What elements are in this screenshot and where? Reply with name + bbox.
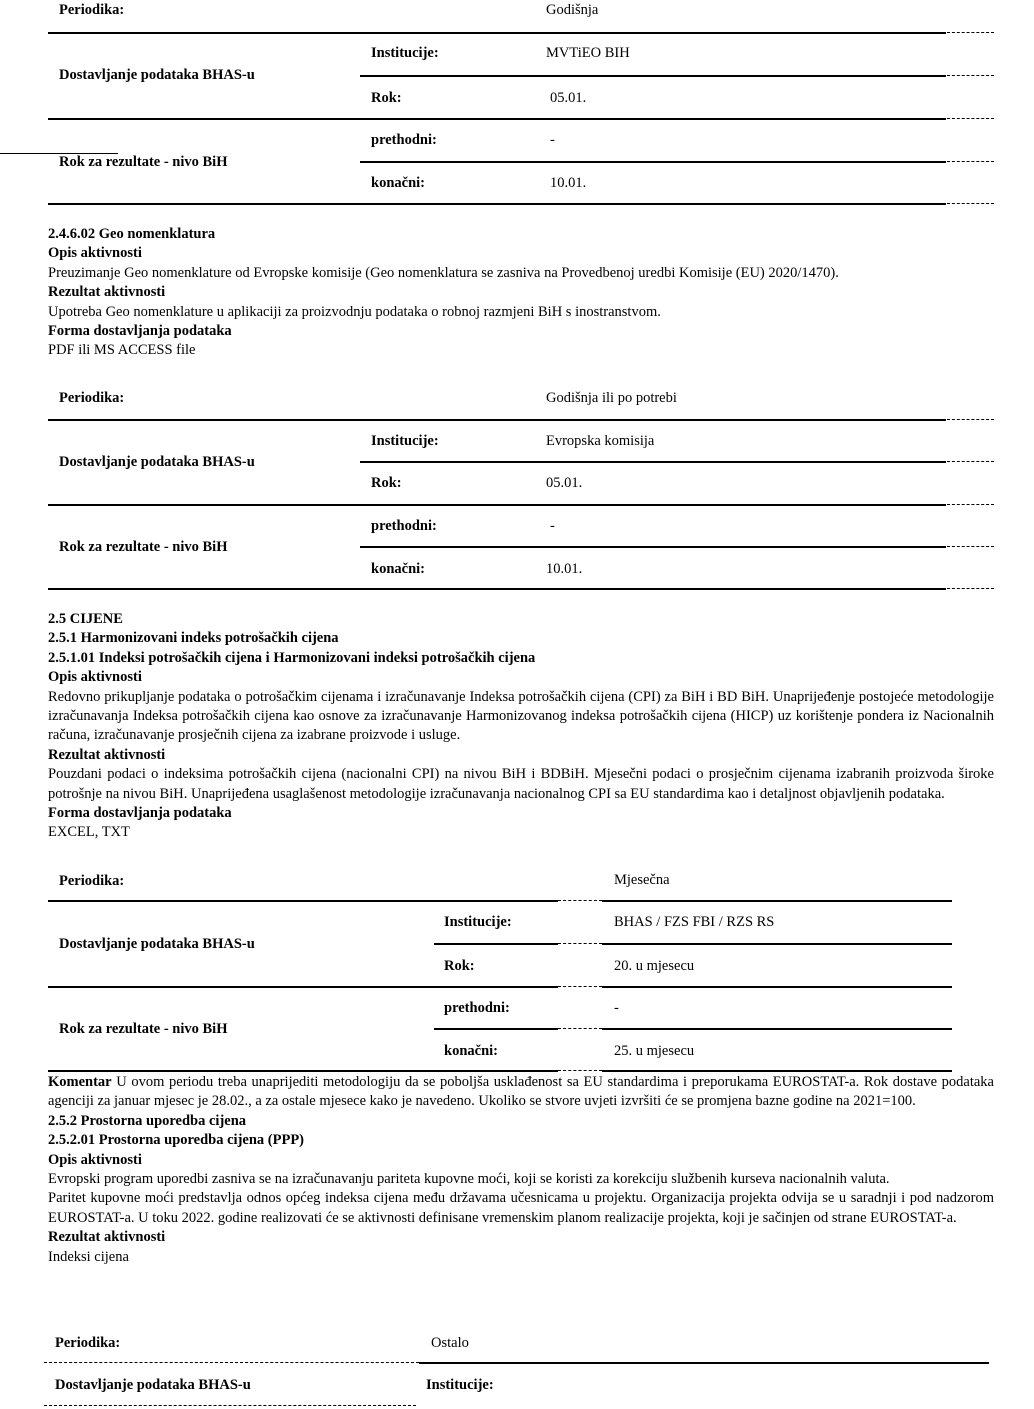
komentar-label: Komentar	[48, 1074, 112, 1090]
institucije-label: Institucije:	[371, 45, 439, 61]
table-rule	[602, 900, 952, 902]
table-rule	[419, 1362, 989, 1364]
table-dash	[558, 900, 602, 901]
periodika-value: Godišnja ili po potrebi	[546, 390, 677, 406]
rezultat-heading: Rezultat aktivnosti	[48, 1229, 166, 1246]
opis-heading: Opis aktivnosti	[48, 1151, 142, 1168]
table-rule	[602, 1070, 952, 1072]
dostavljanje-label: Dostavljanje podataka BHAS-u	[59, 67, 255, 83]
dostavljanje-label: Dostavljanje podataka BHAS-u	[59, 936, 255, 952]
table-rule	[602, 1028, 952, 1030]
periodika-value: Godišnja	[546, 2, 599, 18]
table-dash	[947, 504, 994, 505]
konacni-label: konačni:	[444, 1043, 498, 1059]
rok-value: 05.01.	[550, 90, 587, 106]
activity-heading: 2.5.1.01 Indeksi potrošačkih cijena i Harmonizovani indeksi potrošačkih cijena	[48, 649, 536, 666]
forma-text: PDF ili MS ACCESS file	[48, 342, 196, 359]
table-dash	[947, 75, 994, 76]
konacni-label: konačni:	[371, 561, 425, 577]
table-rule	[360, 461, 946, 463]
prethodni-label: prethodni:	[444, 1000, 510, 1016]
komentar-paragraph	[48, 1073, 994, 1112]
table-dash	[947, 118, 994, 119]
konacni-value: 10.01.	[550, 175, 587, 191]
institucije-label: Institucije:	[426, 1377, 494, 1393]
table-rule	[48, 900, 558, 902]
forma-heading: Forma dostavljanja podataka	[48, 323, 232, 340]
table-dash	[558, 943, 602, 944]
rok-label: Rok:	[444, 958, 475, 974]
table-rule	[602, 943, 952, 945]
opis-text: Preuzimanje Geo nomenklature od Evropske komisije (Geo nomenklatura se zasniva na Provedbenoj uredbi Komisije (EU) 2020/1470).	[48, 264, 839, 281]
rok-value: 20. u mjesecu	[614, 958, 695, 974]
rezultate-label: Rok za rezultate - nivo BiH	[59, 539, 228, 555]
table-rule	[360, 161, 946, 163]
periodika-value: Ostalo	[431, 1335, 469, 1351]
forma-heading: Forma dostavljanja podataka	[48, 805, 232, 822]
opis-text: Paritet kupovne moći predstavlja odnos općeg indeksa cijena među državama učesnicama u projektu. Organizacija projekta odvija se u saradnji i pod nadzorom EUROSTAT-a. U toku 2022. godine realizovati će se aktivnosti definisane vremenskim planom realizacije projekta, koji je sačinjen od strane EUROSTAT-a.	[48, 1190, 994, 1226]
section-heading: 2.4.6.02 Geo nomenklatura	[48, 226, 216, 242]
table-dash	[558, 1028, 602, 1029]
table-dash	[947, 419, 994, 420]
dostavljanje-label: Dostavljanje podataka BHAS-u	[55, 1377, 251, 1393]
institucije-value: MVTiEO BIH	[546, 45, 630, 61]
rezultat-text: Upotreba Geo nomenklature u aplikaciji za proizvodnju podataka o robnoj razmjeni BiH s inostranstvom.	[48, 303, 661, 320]
opis-heading: Opis aktivnosti	[48, 669, 142, 686]
table-dash	[947, 203, 994, 204]
rezultat-heading: Rezultat aktivnosti	[48, 746, 166, 763]
activity-heading: 2.5.2.01 Prostorna uporedba cijena (PPP)	[48, 1132, 305, 1149]
subsection-heading: 2.5.1 Harmonizovani indeks potrošačkih cijena	[48, 630, 339, 647]
table-rule	[48, 504, 946, 506]
section-cijene	[48, 610, 994, 843]
rezultat-heading: Rezultat aktivnosti	[48, 284, 166, 301]
prethodni-value: -	[550, 132, 555, 148]
table-rule	[434, 943, 558, 945]
table-rule	[48, 32, 946, 34]
prethodni-label: prethodni:	[371, 132, 437, 148]
table-rule	[48, 419, 946, 421]
periodika-label: Periodika:	[59, 390, 125, 406]
rezultate-label: Rok za rezultate - nivo BiH	[59, 1021, 228, 1037]
table-dash	[947, 32, 994, 33]
prethodni-value: -	[614, 1000, 619, 1016]
table-rule	[602, 986, 952, 988]
table-rule	[360, 546, 946, 548]
rok-value: 05.01.	[546, 475, 583, 491]
table-dash	[947, 161, 994, 162]
prethodni-value: -	[550, 518, 555, 534]
rezultat-text: Indeksi cijena	[48, 1248, 129, 1265]
table-dash	[44, 1362, 419, 1363]
rok-label: Rok:	[371, 90, 402, 106]
rok-label: Rok:	[371, 475, 402, 491]
forma-text: EXCEL, TXT	[48, 824, 130, 841]
konacni-value: 25. u mjesecu	[614, 1043, 695, 1059]
opis-text: Evropski program uporedbi zasniva se na izračunavanju pariteta kupovne moći, koji se koristi za korekciju službenih kurseva nacionalnih valuta.	[48, 1171, 890, 1188]
institucije-label: Institucije:	[444, 914, 512, 930]
rezultate-label: Rok za rezultate - nivo BiH	[59, 154, 228, 170]
section-heading: 2.5 CIJENE	[48, 611, 123, 627]
prethodni-label: prethodni:	[371, 518, 437, 534]
institucije-value: BHAS / FZS FBI / RZS RS	[614, 914, 775, 930]
table-rule	[48, 203, 946, 205]
table-rule	[434, 1028, 558, 1030]
table-dash	[947, 588, 994, 589]
table-rule	[48, 1070, 558, 1072]
table-rule	[48, 118, 946, 120]
opis-heading: Opis aktivnosti	[48, 245, 142, 262]
table-rule	[360, 75, 946, 77]
konacni-label: konačni:	[371, 175, 425, 191]
table-dash	[44, 1405, 416, 1406]
institucije-value: Evropska komisija	[546, 433, 655, 449]
institucije-label: Institucije:	[371, 433, 439, 449]
dostavljanje-label: Dostavljanje podataka BHAS-u	[59, 454, 255, 470]
konacni-value: 10.01.	[546, 561, 583, 577]
table-dash	[558, 1070, 602, 1071]
table-dash	[558, 986, 602, 987]
periodika-label: Periodika:	[55, 1335, 121, 1351]
table-dash	[947, 546, 994, 547]
section-geo-nomenklatura	[48, 225, 994, 361]
periodika-value: Mjesečna	[614, 872, 670, 888]
periodika-label: Periodika:	[59, 2, 125, 18]
periodika-label: Periodika:	[59, 873, 125, 889]
rezultat-text: Pouzdani podaci o indeksima potrošačkih cijena (nacionalni CPI) na nivou BiH i BDBiH. Mjesečni podaci o prosječnim cijenama izabranih proizvoda široke potrošnje na nivou BiH. Unaprijeđena usaglašenost metodologije izračunavanja nacionalnog CPI sa EU standardima kao i detaljnost objavljenih podataka.	[48, 766, 994, 802]
opis-text: Redovno prikupljanje podataka o potrošačkim cijenama i izračunavanje Indeksa potrošačkih cijena (CPI) za BiH i BD BiH. Unaprijeđenje postojeće metodologije izračunavanja Indeksa potrošačkih cijena kao osnove za izračunavanje Harmonizovanog indeksa potrošačkih cijena (HICP) uz korištenje pondera iz Nacionalnih računa, izračunavanje prosječnih cijena za izabrane proizvode i usluge.	[48, 688, 994, 744]
table-rule	[48, 588, 946, 590]
komentar-text: U ovom periodu treba unaprijediti metodologiju da se poboljša usklađenost sa EU standardima i preporukama EUROSTAT-a. Rok dostave podataka agenciji za januar mjesec je 28.02., a za ostale mjesece kako je navedeno. Ukoliko se stvore uvjeti izvršiti će se promjena bazne godine na 2021=100.	[48, 1074, 994, 1110]
subsection-heading: 2.5.2 Prostorna uporedba cijena	[48, 1112, 247, 1129]
section-komentar-ppp	[48, 1073, 994, 1267]
table-rule	[48, 986, 558, 988]
table-dash	[947, 461, 994, 462]
